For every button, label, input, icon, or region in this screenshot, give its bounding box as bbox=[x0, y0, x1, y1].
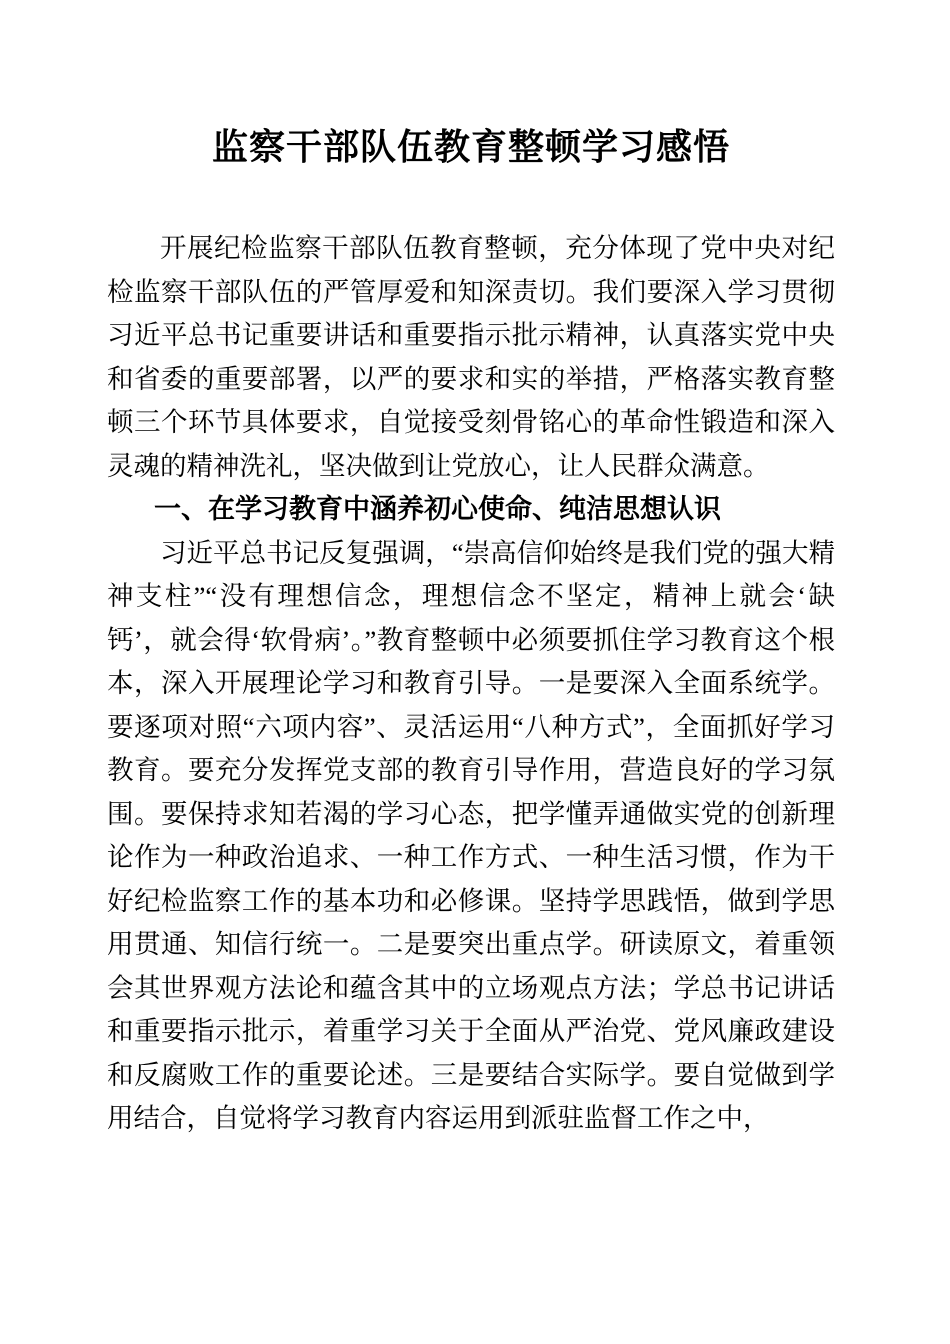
paragraph-intro: 开展纪检监察干部队伍教育整顿，充分体现了党中央对纪检监察干部队伍的严管厚爱和知深责切。我们要深入学习贯彻习近平总书记重要讲话和重要指示批示精神，认真落实党中央和省委的重要部署，以严的要求和实的举措，严格落实教育整顿三个环节具体要求，自觉接受刻骨铭心的革命性锻造和深入灵魂的精神洗礼，坚决做到让党放心，让人民群众满意。 bbox=[107, 233, 835, 481]
document-content bbox=[107, 121, 835, 1141]
document-title: 监察干部队伍教育整顿学习感悟 bbox=[211, 127, 730, 167]
paragraph-section-1: 习近平总书记反复强调，“崇高信仰始终是我们党的强大精神支柱”“没有理想信念，理想信念不坚定，精神上就会‘缺钙’，就会得‘软骨病’。”教育整顿中必须要抓住学习教育这个根本，深入开展理论学习和教育引导。一是要深入全面系统学。要逐项对照“六项内容”、灵活运用“八种方式”，全面抓好学习教育。要充分发挥党支部的教育引导作用，营造良好的学习氛围。要保持求知若渴的学习心态，把学懂弄通做实党的创新理论作为一种政治追求、一种工作方式、一种生活习惯，作为干好纪检监察工作的基本功和必修课。坚持学思践悟，做到学思用贯通、知信行统一。二是要突出重点学。研读原文，着重领会其世界观方法论和蕴含其中的立场观点方法；学总书记讲话和重要指示批示，着重学习关于全面从严治党、党风廉政建设和反腐败工作的重要论述。三是要结合实际学。要自觉做到学用结合，自觉将学习教育内容运用到派驻监督工作之中， bbox=[107, 537, 835, 1133]
section-heading-1: 一、在学习教育中涵养初心使命、纯洁思想认识 bbox=[154, 494, 721, 524]
